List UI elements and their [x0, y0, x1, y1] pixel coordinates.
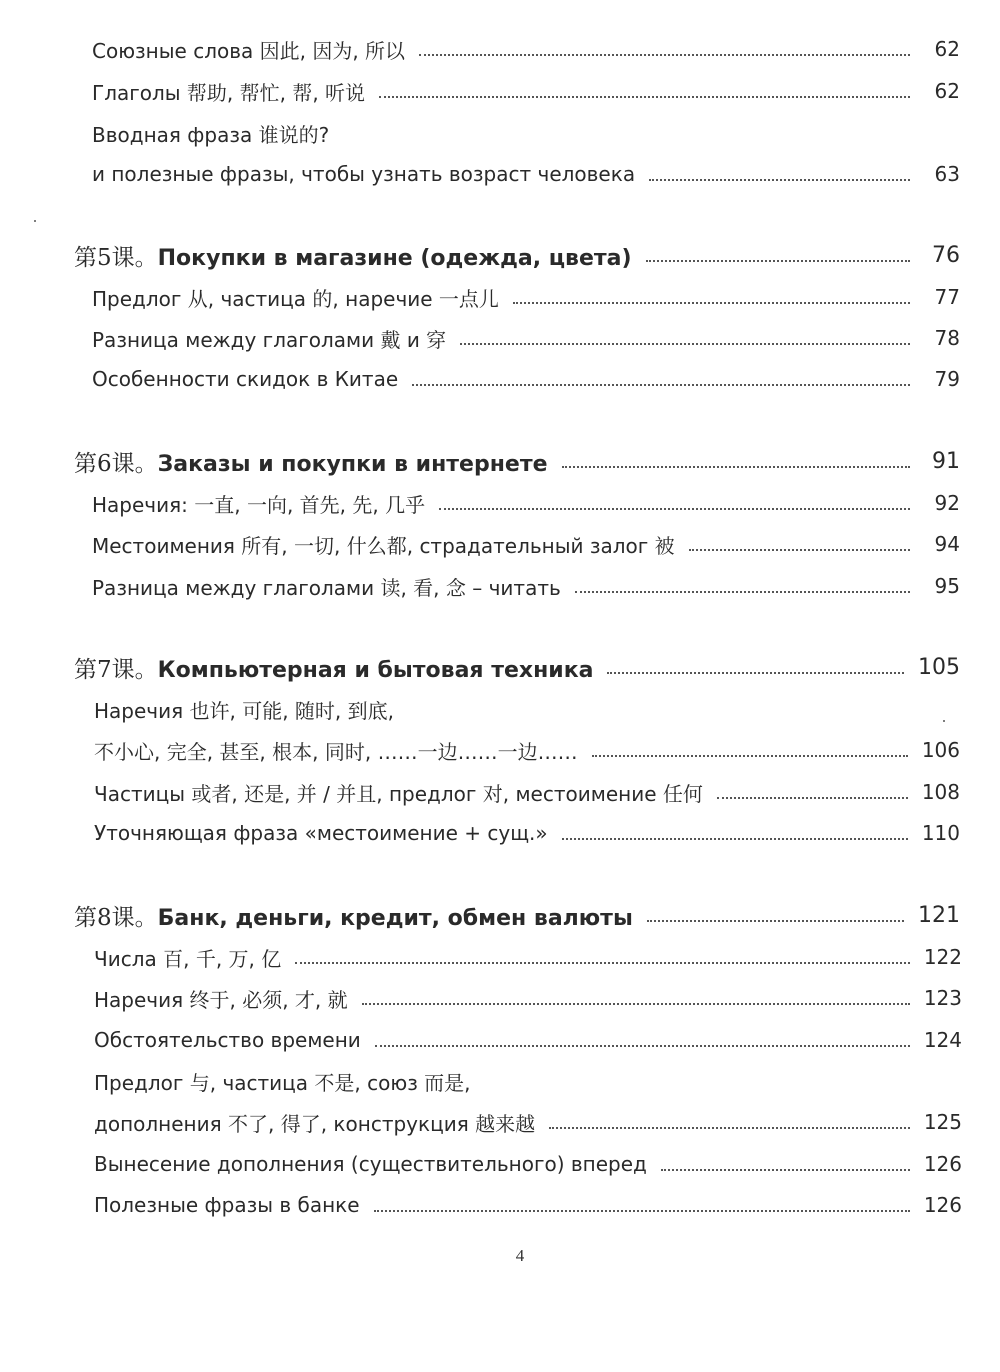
toc-entry-text: Предлог 与, частица 不是, союз 而是,: [94, 1070, 471, 1095]
toc-page-number: 122: [923, 945, 962, 969]
toc-lesson-heading: [74, 895, 960, 935]
toc-entry-text: дополнения 不了, 得了, конструкция 越来越: [94, 1111, 536, 1136]
dot-leader: [607, 672, 904, 674]
dot-leader: [460, 343, 910, 345]
toc-lesson-heading: [74, 647, 960, 687]
toc-entry-text: Наречия 终于, 必须, 才, 就: [94, 987, 348, 1012]
dot-leader: [575, 591, 910, 593]
dot-leader: [717, 797, 908, 799]
toc-entry-text: 不小心, 完全, 甚至, 根本, 同时, ……一边……一边……: [94, 739, 578, 764]
toc-page-number: 124: [923, 1028, 962, 1052]
dot-leader: [592, 755, 908, 757]
toc-entry-text: Глаголы 帮助, 帮忙, 帮, 听说: [92, 80, 366, 105]
toc-entry: [92, 483, 960, 523]
lesson-title: Банк, деньги, кредит, обмен валюты: [157, 905, 633, 931]
toc-page-number: 125: [923, 1110, 962, 1134]
dot-leader: [419, 54, 910, 56]
toc-entry: [92, 71, 960, 111]
toc-entry-text: Местоимения 所有, 一切, 什么都, страдательный залог 被: [92, 533, 675, 558]
toc-entry-text: и полезные фразы, чтобы узнать возраст человека: [92, 162, 636, 186]
toc-entry: [94, 730, 960, 770]
dot-leader: [562, 466, 910, 468]
toc-entry-text: Вынесение дополнения (существительного) вперед: [94, 1152, 647, 1176]
toc-entry-text: Особенности скидок в Китае: [92, 367, 399, 391]
toc-entry: [92, 524, 960, 564]
toc-page-number: 108: [921, 780, 960, 804]
toc-entry-text: Предлог 从, частица 的, наречие 一点儿: [92, 286, 499, 311]
toc-page-number: 92: [934, 491, 960, 515]
toc-entry: [92, 277, 960, 317]
toc-page-number: 126: [923, 1193, 962, 1217]
lesson-title: Заказы и покупки в интернете: [157, 451, 548, 477]
dot-leader: [439, 508, 910, 510]
toc-entry-text: Частицы 或者, 还是, 并 / 并且, предлог 对, местоимение 任何: [94, 781, 703, 806]
dot-leader: [375, 1045, 910, 1047]
toc-entry: [94, 689, 960, 729]
scan-speck: [34, 220, 36, 222]
dot-leader: [295, 962, 910, 964]
toc-entry-text: Вводная фраза 谁说的?: [92, 122, 330, 147]
scan-speck: [943, 720, 945, 722]
toc-entry: [94, 813, 960, 853]
toc-entry-text: Разница между глаголами 戴 и 穿: [92, 327, 447, 352]
toc-page-number: 77: [934, 285, 960, 309]
toc-entry-text: Союзные слова 因此, 因为, 所以: [92, 38, 406, 63]
toc-entry-text: Наречия: 一直, 一向, 首先, 先, 几乎: [92, 492, 426, 517]
toc-entry-text: Обстоятельство времени: [94, 1028, 361, 1052]
dot-leader: [649, 179, 910, 181]
dot-leader: [646, 260, 910, 262]
dot-leader: [374, 1210, 910, 1212]
toc-entry: [92, 566, 960, 606]
dot-leader: [549, 1127, 910, 1129]
toc-page-number: 126: [923, 1152, 962, 1176]
lesson-number: 第5课。: [74, 244, 158, 271]
toc-entry: [94, 1144, 962, 1184]
toc-entry: [92, 113, 960, 153]
toc-entry-text: Уточняющая фраза «местоимение + сущ.»: [94, 821, 548, 845]
toc-entry-text: Числа 百, 千, 万, 亿: [94, 946, 282, 971]
toc-entry: [94, 772, 960, 812]
toc-entry-text: Наречия 也许, 可能, 随时, 到底,: [94, 698, 394, 723]
toc-page-number: 63: [934, 162, 960, 186]
toc-entry: [94, 978, 962, 1018]
lesson-number: 第6课。: [74, 450, 158, 477]
toc-page-number: 121: [918, 902, 960, 928]
dot-leader: [362, 1003, 910, 1005]
toc-entry-text: Полезные фразы в банке: [94, 1193, 360, 1217]
toc-page-number: 105: [918, 654, 960, 680]
dot-leader: [562, 838, 908, 840]
toc-lesson-heading: [74, 235, 960, 275]
lesson-title: Покупки в магазине (одежда, цвета): [157, 245, 632, 271]
toc-entry: [92, 154, 960, 194]
toc-entry: [92, 318, 960, 358]
toc-entry: [94, 1020, 962, 1060]
lesson-title: Компьютерная и бытовая техника: [157, 657, 594, 683]
toc-page-number: 78: [934, 326, 960, 350]
toc-page-number: 76: [932, 242, 960, 268]
toc-page-number: 62: [934, 79, 960, 103]
dot-leader: [647, 920, 904, 922]
toc-page-number: 106: [921, 738, 960, 762]
dot-leader: [661, 1169, 910, 1171]
toc-entry: [94, 1185, 962, 1225]
toc-lesson-heading: [74, 441, 960, 481]
toc-entry: [94, 937, 962, 977]
toc-page-number: 79: [934, 367, 960, 391]
toc-page-number: 91: [932, 448, 960, 474]
dot-leader: [379, 96, 910, 98]
toc-entry-text: Разница между глаголами 读, 看, 念 – читать: [92, 575, 561, 600]
toc-entry: [92, 359, 960, 399]
lesson-number: 第7课。: [74, 656, 158, 683]
toc-page-number: 94: [934, 532, 960, 556]
dot-leader: [412, 384, 910, 386]
toc-page-number: 95: [934, 574, 960, 598]
dot-leader: [689, 549, 910, 551]
toc-entry: [94, 1102, 962, 1142]
toc-entry: [92, 29, 960, 69]
lesson-number: 第8课。: [74, 904, 158, 931]
toc-entry: [94, 1061, 962, 1101]
toc-page-number: 110: [921, 821, 960, 845]
toc-page-number: 62: [934, 37, 960, 61]
dot-leader: [513, 302, 910, 304]
page-number: 4: [515, 1246, 525, 1265]
toc-page-number: 123: [923, 986, 962, 1010]
